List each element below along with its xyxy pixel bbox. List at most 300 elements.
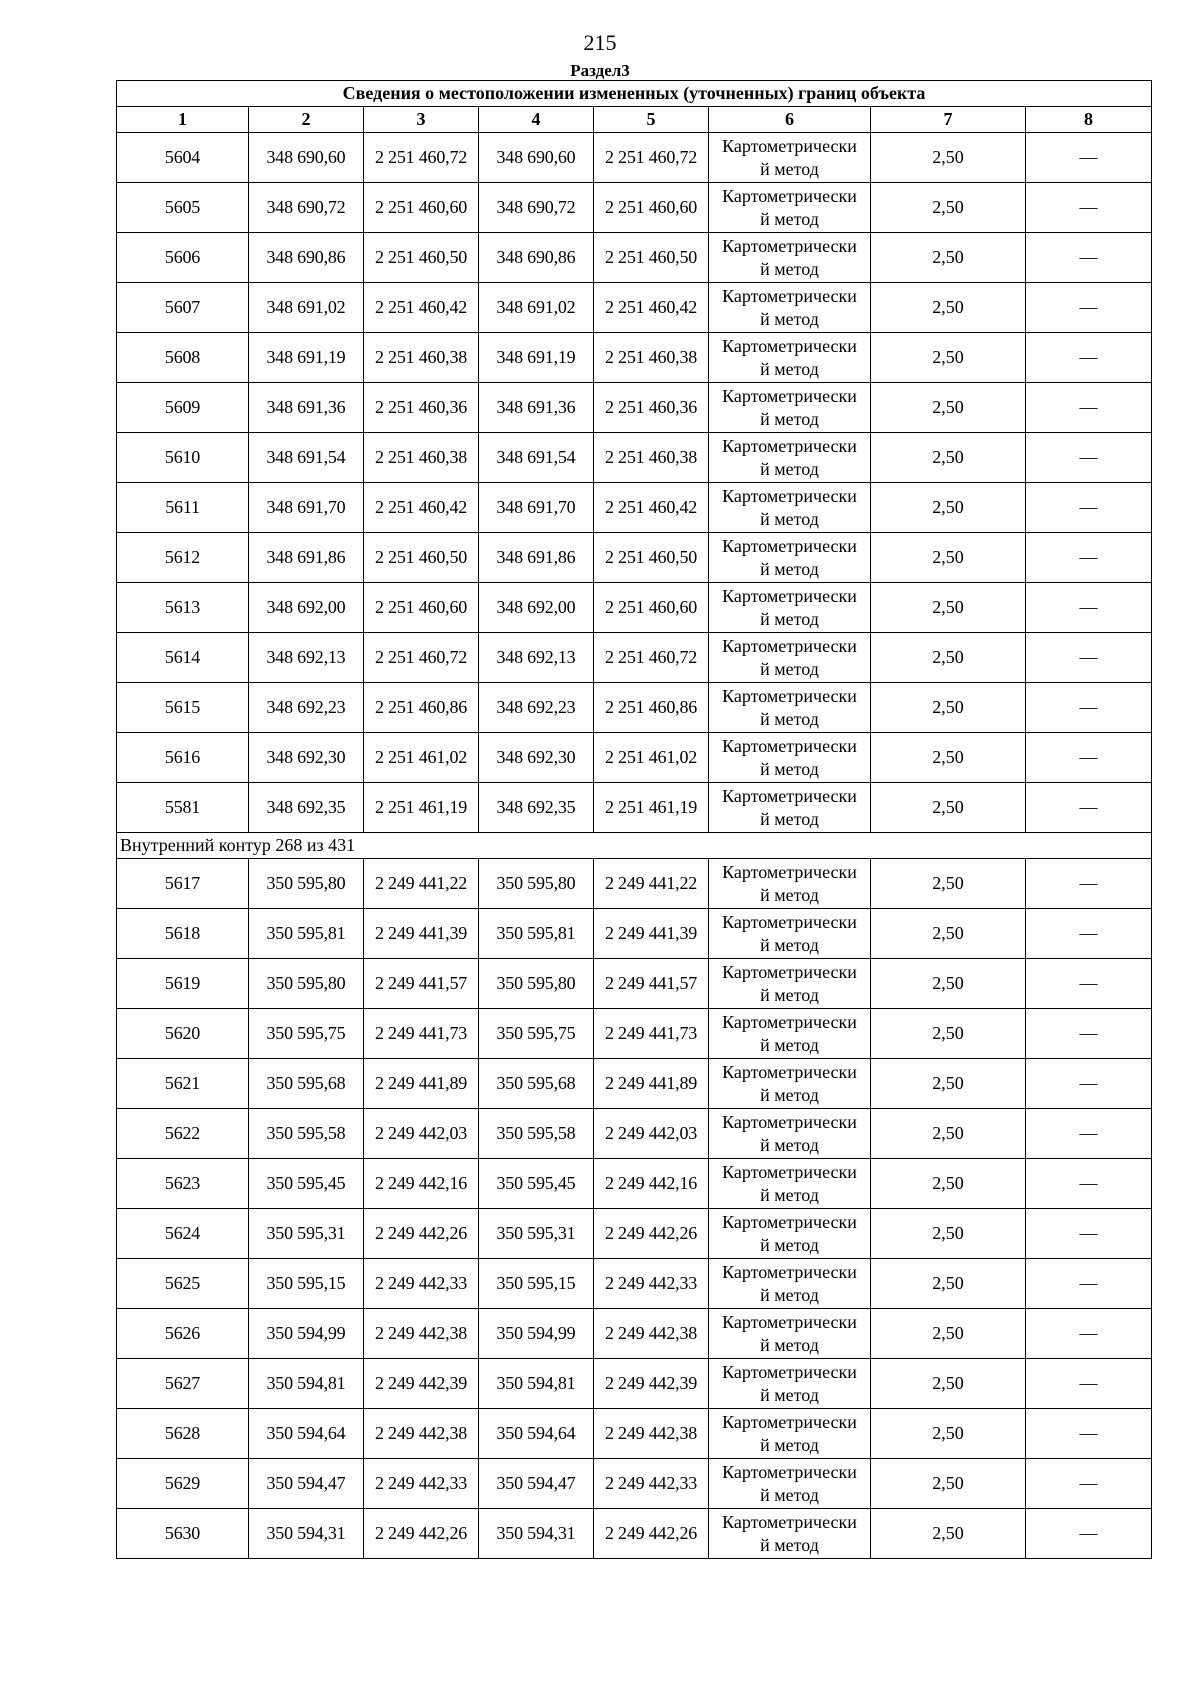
point-number-cell: 5612 <box>117 533 249 583</box>
method-line: Картометрически <box>722 735 857 756</box>
point-number-cell: 5608 <box>117 333 249 383</box>
point-number-cell: 5609 <box>117 383 249 433</box>
y-coordinate-existing-cell: 2 251 460,60 <box>364 183 479 233</box>
method-line: й метод <box>760 508 819 529</box>
column-header: 3 <box>364 107 479 133</box>
method-line: й метод <box>760 1184 819 1205</box>
x-coordinate-refined-cell: 350 595,31 <box>479 1209 594 1259</box>
y-coordinate-refined-cell: 2 249 441,22 <box>594 859 709 909</box>
method-line: Картометрически <box>722 1061 857 1082</box>
column-header: 2 <box>249 107 364 133</box>
x-coordinate-refined-cell: 350 594,47 <box>479 1459 594 1509</box>
table-row <box>117 909 1152 959</box>
accuracy-cell: 2,50 <box>871 233 1026 283</box>
contour-label-row <box>117 833 1152 859</box>
method-line: Картометрически <box>722 785 857 806</box>
column-header: 1 <box>117 107 249 133</box>
point-number-cell: 5613 <box>117 583 249 633</box>
accuracy-cell: 2,50 <box>871 483 1026 533</box>
x-coordinate-existing-cell: 350 595,80 <box>249 959 364 1009</box>
column-header: 7 <box>871 107 1026 133</box>
method-line: Картометрически <box>722 1461 857 1482</box>
x-coordinate-existing-cell: 350 594,81 <box>249 1359 364 1409</box>
method-cell <box>709 583 871 633</box>
y-coordinate-refined-cell: 2 251 460,50 <box>594 233 709 283</box>
y-coordinate-refined-cell: 2 251 460,72 <box>594 633 709 683</box>
y-coordinate-refined-cell: 2 249 441,57 <box>594 959 709 1009</box>
coordinates-table <box>116 80 1152 1559</box>
method-cell <box>709 909 871 959</box>
method-line: Картометрически <box>722 861 857 882</box>
method-line: й метод <box>760 1234 819 1255</box>
point-number-cell: 5618 <box>117 909 249 959</box>
method-line: й метод <box>760 1534 819 1555</box>
method-line: й метод <box>760 1334 819 1355</box>
y-coordinate-refined-cell: 2 249 441,89 <box>594 1059 709 1109</box>
note-cell: — <box>1026 1459 1152 1509</box>
y-coordinate-refined-cell: 2 249 442,33 <box>594 1259 709 1309</box>
point-number-cell: 5615 <box>117 683 249 733</box>
method-cell <box>709 1359 871 1409</box>
x-coordinate-existing-cell: 350 595,45 <box>249 1159 364 1209</box>
method-line: й метод <box>760 1034 819 1055</box>
method-line: й метод <box>760 558 819 579</box>
method-line: й метод <box>760 808 819 829</box>
table-row <box>117 433 1152 483</box>
note-cell: — <box>1026 433 1152 483</box>
y-coordinate-refined-cell: 2 249 441,73 <box>594 1009 709 1059</box>
method-cell <box>709 1209 871 1259</box>
y-coordinate-existing-cell: 2 249 441,57 <box>364 959 479 1009</box>
method-line: й метод <box>760 658 819 679</box>
y-coordinate-existing-cell: 2 249 442,16 <box>364 1159 479 1209</box>
x-coordinate-existing-cell: 348 690,86 <box>249 233 364 283</box>
point-number-cell: 5620 <box>117 1009 249 1059</box>
method-cell <box>709 433 871 483</box>
note-cell: — <box>1026 1359 1152 1409</box>
y-coordinate-existing-cell: 2 249 442,26 <box>364 1509 479 1559</box>
accuracy-cell: 2,50 <box>871 1009 1026 1059</box>
accuracy-cell: 2,50 <box>871 533 1026 583</box>
y-coordinate-existing-cell: 2 249 441,89 <box>364 1059 479 1109</box>
method-line: й метод <box>760 1284 819 1305</box>
x-coordinate-refined-cell: 350 595,15 <box>479 1259 594 1309</box>
x-coordinate-refined-cell: 348 690,60 <box>479 133 594 183</box>
contour-label: Внутренний контур 268 из 431 <box>117 833 1152 859</box>
y-coordinate-existing-cell: 2 251 460,50 <box>364 233 479 283</box>
point-number-cell: 5616 <box>117 733 249 783</box>
y-coordinate-existing-cell: 2 249 441,73 <box>364 1009 479 1059</box>
method-cell <box>709 859 871 909</box>
x-coordinate-existing-cell: 348 692,23 <box>249 683 364 733</box>
table-row <box>117 633 1152 683</box>
x-coordinate-existing-cell: 348 691,36 <box>249 383 364 433</box>
point-number-cell: 5607 <box>117 283 249 333</box>
accuracy-cell: 2,50 <box>871 133 1026 183</box>
method-cell <box>709 683 871 733</box>
section-title: Раздел3 <box>570 61 630 80</box>
method-line: Картометрически <box>722 1111 857 1132</box>
note-cell: — <box>1026 183 1152 233</box>
y-coordinate-refined-cell: 2 251 460,38 <box>594 433 709 483</box>
method-line: й метод <box>760 608 819 629</box>
method-line: й метод <box>760 1134 819 1155</box>
accuracy-cell: 2,50 <box>871 1059 1026 1109</box>
x-coordinate-existing-cell: 348 690,60 <box>249 133 364 183</box>
accuracy-cell: 2,50 <box>871 959 1026 1009</box>
note-cell: — <box>1026 1409 1152 1459</box>
note-cell: — <box>1026 909 1152 959</box>
method-line: й метод <box>760 208 819 229</box>
note-cell: — <box>1026 333 1152 383</box>
note-cell: — <box>1026 383 1152 433</box>
table-body <box>117 81 1152 1559</box>
table-row <box>117 1459 1152 1509</box>
table-row <box>117 1159 1152 1209</box>
x-coordinate-existing-cell: 350 594,64 <box>249 1409 364 1459</box>
method-cell <box>709 1059 871 1109</box>
x-coordinate-existing-cell: 348 691,70 <box>249 483 364 533</box>
table-row <box>117 583 1152 633</box>
y-coordinate-existing-cell: 2 251 460,72 <box>364 133 479 183</box>
method-line: й метод <box>760 1484 819 1505</box>
table-row <box>117 959 1152 1009</box>
method-line: Картометрически <box>722 1311 857 1332</box>
point-number-cell: 5630 <box>117 1509 249 1559</box>
x-coordinate-existing-cell: 350 595,31 <box>249 1209 364 1259</box>
x-coordinate-existing-cell: 348 691,54 <box>249 433 364 483</box>
point-number-cell: 5619 <box>117 959 249 1009</box>
method-line: Картометрически <box>722 911 857 932</box>
method-cell <box>709 959 871 1009</box>
y-coordinate-refined-cell: 2 249 442,26 <box>594 1209 709 1259</box>
x-coordinate-existing-cell: 348 690,72 <box>249 183 364 233</box>
method-cell <box>709 1409 871 1459</box>
table-row <box>117 683 1152 733</box>
x-coordinate-refined-cell: 348 692,13 <box>479 633 594 683</box>
method-line: Картометрически <box>722 1261 857 1282</box>
method-line: й метод <box>760 758 819 779</box>
note-cell: — <box>1026 133 1152 183</box>
note-cell: — <box>1026 1059 1152 1109</box>
column-header: 8 <box>1026 107 1152 133</box>
x-coordinate-refined-cell: 348 690,72 <box>479 183 594 233</box>
method-line: Картометрически <box>722 1161 857 1182</box>
accuracy-cell: 2,50 <box>871 383 1026 433</box>
method-line: й метод <box>760 358 819 379</box>
method-cell <box>709 333 871 383</box>
table-row <box>117 183 1152 233</box>
method-line: й метод <box>760 1434 819 1455</box>
method-line: Картометрически <box>722 235 857 256</box>
y-coordinate-refined-cell: 2 251 461,19 <box>594 783 709 833</box>
accuracy-cell: 2,50 <box>871 859 1026 909</box>
note-cell: — <box>1026 733 1152 783</box>
point-number-cell: 5610 <box>117 433 249 483</box>
method-cell <box>709 633 871 683</box>
method-line: Картометрически <box>722 1511 857 1532</box>
method-line: й метод <box>760 984 819 1005</box>
x-coordinate-existing-cell: 348 691,19 <box>249 333 364 383</box>
note-cell: — <box>1026 1309 1152 1359</box>
y-coordinate-existing-cell: 2 251 460,36 <box>364 383 479 433</box>
method-line: й метод <box>760 1084 819 1105</box>
point-number-cell: 5628 <box>117 1409 249 1459</box>
table-row <box>117 1359 1152 1409</box>
method-line: Картометрически <box>722 585 857 606</box>
point-number-cell: 5626 <box>117 1309 249 1359</box>
accuracy-cell: 2,50 <box>871 1159 1026 1209</box>
x-coordinate-existing-cell: 350 594,99 <box>249 1309 364 1359</box>
y-coordinate-refined-cell: 2 251 461,02 <box>594 733 709 783</box>
note-cell: — <box>1026 483 1152 533</box>
method-line: Картометрически <box>722 1211 857 1232</box>
method-cell <box>709 733 871 783</box>
y-coordinate-existing-cell: 2 251 460,42 <box>364 483 479 533</box>
method-line: й метод <box>760 258 819 279</box>
x-coordinate-refined-cell: 348 691,02 <box>479 283 594 333</box>
y-coordinate-existing-cell: 2 251 461,19 <box>364 783 479 833</box>
note-cell: — <box>1026 283 1152 333</box>
method-line: Картометрически <box>722 961 857 982</box>
method-line: й метод <box>760 708 819 729</box>
x-coordinate-existing-cell: 348 691,02 <box>249 283 364 333</box>
y-coordinate-existing-cell: 2 251 460,72 <box>364 633 479 683</box>
x-coordinate-refined-cell: 348 691,36 <box>479 383 594 433</box>
accuracy-cell: 2,50 <box>871 909 1026 959</box>
method-line: Картометрически <box>722 335 857 356</box>
accuracy-cell: 2,50 <box>871 333 1026 383</box>
method-line: Картометрически <box>722 1411 857 1432</box>
y-coordinate-refined-cell: 2 251 460,86 <box>594 683 709 733</box>
y-coordinate-existing-cell: 2 249 442,39 <box>364 1359 479 1409</box>
method-line: Картометрически <box>722 535 857 556</box>
accuracy-cell: 2,50 <box>871 183 1026 233</box>
method-cell <box>709 1159 871 1209</box>
method-line: Картометрически <box>722 685 857 706</box>
method-cell <box>709 1009 871 1059</box>
method-cell <box>709 1459 871 1509</box>
x-coordinate-refined-cell: 348 690,86 <box>479 233 594 283</box>
method-line: Картометрически <box>722 1011 857 1032</box>
table-row <box>117 1209 1152 1259</box>
x-coordinate-refined-cell: 348 691,54 <box>479 433 594 483</box>
x-coordinate-refined-cell: 348 691,86 <box>479 533 594 583</box>
point-number-cell: 5621 <box>117 1059 249 1109</box>
x-coordinate-refined-cell: 350 594,99 <box>479 1309 594 1359</box>
x-coordinate-existing-cell: 350 595,80 <box>249 859 364 909</box>
y-coordinate-refined-cell: 2 251 460,72 <box>594 133 709 183</box>
x-coordinate-refined-cell: 348 692,35 <box>479 783 594 833</box>
method-cell <box>709 283 871 333</box>
note-cell: — <box>1026 783 1152 833</box>
x-coordinate-existing-cell: 348 692,13 <box>249 633 364 683</box>
x-coordinate-existing-cell: 348 692,35 <box>249 783 364 833</box>
accuracy-cell: 2,50 <box>871 583 1026 633</box>
method-cell <box>709 233 871 283</box>
accuracy-cell: 2,50 <box>871 283 1026 333</box>
point-number-cell: 5624 <box>117 1209 249 1259</box>
y-coordinate-existing-cell: 2 251 460,50 <box>364 533 479 583</box>
accuracy-cell: 2,50 <box>871 1209 1026 1259</box>
y-coordinate-existing-cell: 2 249 441,22 <box>364 859 479 909</box>
note-cell: — <box>1026 683 1152 733</box>
y-coordinate-existing-cell: 2 251 461,02 <box>364 733 479 783</box>
table-row <box>117 1059 1152 1109</box>
table-row <box>117 733 1152 783</box>
point-number-cell: 5581 <box>117 783 249 833</box>
point-number-cell: 5617 <box>117 859 249 909</box>
page-number: 215 <box>583 30 617 55</box>
note-cell: — <box>1026 1209 1152 1259</box>
point-number-cell: 5605 <box>117 183 249 233</box>
y-coordinate-existing-cell: 2 249 442,38 <box>364 1409 479 1459</box>
y-coordinate-existing-cell: 2 251 460,86 <box>364 683 479 733</box>
y-coordinate-refined-cell: 2 251 460,60 <box>594 583 709 633</box>
method-line: й метод <box>760 458 819 479</box>
y-coordinate-existing-cell: 2 249 442,38 <box>364 1309 479 1359</box>
method-line: Картометрически <box>722 185 857 206</box>
accuracy-cell: 2,50 <box>871 783 1026 833</box>
table-title-row <box>117 81 1152 107</box>
method-cell <box>709 1309 871 1359</box>
method-cell <box>709 1109 871 1159</box>
table-row <box>117 133 1152 183</box>
y-coordinate-refined-cell: 2 249 442,16 <box>594 1159 709 1209</box>
table-row <box>117 783 1152 833</box>
point-number-cell: 5629 <box>117 1459 249 1509</box>
y-coordinate-refined-cell: 2 249 442,26 <box>594 1509 709 1559</box>
method-cell <box>709 1509 871 1559</box>
accuracy-cell: 2,50 <box>871 1309 1026 1359</box>
y-coordinate-existing-cell: 2 251 460,38 <box>364 333 479 383</box>
y-coordinate-existing-cell: 2 251 460,42 <box>364 283 479 333</box>
y-coordinate-existing-cell: 2 249 442,33 <box>364 1259 479 1309</box>
method-line: Картометрически <box>722 635 857 656</box>
table-row <box>117 233 1152 283</box>
accuracy-cell: 2,50 <box>871 683 1026 733</box>
x-coordinate-existing-cell: 350 595,15 <box>249 1259 364 1309</box>
x-coordinate-refined-cell: 348 692,23 <box>479 683 594 733</box>
table-row <box>117 1109 1152 1159</box>
point-number-cell: 5604 <box>117 133 249 183</box>
x-coordinate-existing-cell: 350 595,75 <box>249 1009 364 1059</box>
y-coordinate-refined-cell: 2 249 442,38 <box>594 1309 709 1359</box>
point-number-cell: 5606 <box>117 233 249 283</box>
method-line: й метод <box>760 1384 819 1405</box>
accuracy-cell: 2,50 <box>871 1259 1026 1309</box>
x-coordinate-existing-cell: 350 595,81 <box>249 909 364 959</box>
y-coordinate-existing-cell: 2 249 441,39 <box>364 909 479 959</box>
table-row <box>117 1309 1152 1359</box>
column-header: 4 <box>479 107 594 133</box>
x-coordinate-refined-cell: 348 692,00 <box>479 583 594 633</box>
accuracy-cell: 2,50 <box>871 1409 1026 1459</box>
method-line: й метод <box>760 934 819 955</box>
method-cell <box>709 533 871 583</box>
note-cell: — <box>1026 583 1152 633</box>
note-cell: — <box>1026 1159 1152 1209</box>
x-coordinate-refined-cell: 348 691,19 <box>479 333 594 383</box>
table-row <box>117 1259 1152 1309</box>
y-coordinate-existing-cell: 2 249 442,33 <box>364 1459 479 1509</box>
accuracy-cell: 2,50 <box>871 1359 1026 1409</box>
accuracy-cell: 2,50 <box>871 1509 1026 1559</box>
x-coordinate-existing-cell: 350 594,47 <box>249 1459 364 1509</box>
x-coordinate-existing-cell: 348 692,30 <box>249 733 364 783</box>
x-coordinate-existing-cell: 350 595,58 <box>249 1109 364 1159</box>
note-cell: — <box>1026 633 1152 683</box>
method-line: й метод <box>760 408 819 429</box>
x-coordinate-refined-cell: 350 595,58 <box>479 1109 594 1159</box>
method-line: й метод <box>760 884 819 905</box>
x-coordinate-existing-cell: 348 692,00 <box>249 583 364 633</box>
y-coordinate-refined-cell: 2 249 442,03 <box>594 1109 709 1159</box>
method-line: Картометрически <box>722 435 857 456</box>
method-cell <box>709 133 871 183</box>
y-coordinate-refined-cell: 2 249 442,38 <box>594 1409 709 1459</box>
table-title: Сведения о местоположении измененных (уточненных) границ объекта <box>117 81 1152 107</box>
method-line: Картометрически <box>722 385 857 406</box>
y-coordinate-refined-cell: 2 251 460,42 <box>594 483 709 533</box>
x-coordinate-existing-cell: 350 595,68 <box>249 1059 364 1109</box>
point-number-cell: 5627 <box>117 1359 249 1409</box>
table-row <box>117 333 1152 383</box>
x-coordinate-refined-cell: 350 595,81 <box>479 909 594 959</box>
accuracy-cell: 2,50 <box>871 433 1026 483</box>
method-cell <box>709 783 871 833</box>
x-coordinate-refined-cell: 350 594,64 <box>479 1409 594 1459</box>
table-row <box>117 383 1152 433</box>
method-line: Картометрически <box>722 485 857 506</box>
x-coordinate-refined-cell: 350 594,81 <box>479 1359 594 1409</box>
y-coordinate-refined-cell: 2 251 460,42 <box>594 283 709 333</box>
x-coordinate-refined-cell: 350 595,80 <box>479 959 594 1009</box>
accuracy-cell: 2,50 <box>871 733 1026 783</box>
note-cell: — <box>1026 533 1152 583</box>
column-header: 5 <box>594 107 709 133</box>
method-cell <box>709 483 871 533</box>
method-cell <box>709 1259 871 1309</box>
y-coordinate-existing-cell: 2 251 460,38 <box>364 433 479 483</box>
method-cell <box>709 383 871 433</box>
y-coordinate-refined-cell: 2 249 441,39 <box>594 909 709 959</box>
note-cell: — <box>1026 1259 1152 1309</box>
note-cell: — <box>1026 1009 1152 1059</box>
accuracy-cell: 2,50 <box>871 1459 1026 1509</box>
table-row <box>117 533 1152 583</box>
x-coordinate-refined-cell: 350 595,80 <box>479 859 594 909</box>
point-number-cell: 5625 <box>117 1259 249 1309</box>
point-number-cell: 5623 <box>117 1159 249 1209</box>
column-header: 6 <box>709 107 871 133</box>
x-coordinate-refined-cell: 350 594,31 <box>479 1509 594 1559</box>
x-coordinate-refined-cell: 350 595,68 <box>479 1059 594 1109</box>
note-cell: — <box>1026 1509 1152 1559</box>
table-row <box>117 1009 1152 1059</box>
method-line: й метод <box>760 158 819 179</box>
x-coordinate-refined-cell: 348 692,30 <box>479 733 594 783</box>
table-row <box>117 859 1152 909</box>
accuracy-cell: 2,50 <box>871 633 1026 683</box>
note-cell: — <box>1026 959 1152 1009</box>
table-row <box>117 1509 1152 1559</box>
method-cell <box>709 183 871 233</box>
y-coordinate-existing-cell: 2 249 442,26 <box>364 1209 479 1259</box>
point-number-cell: 5622 <box>117 1109 249 1159</box>
y-coordinate-refined-cell: 2 249 442,33 <box>594 1459 709 1509</box>
method-line: Картометрически <box>722 285 857 306</box>
